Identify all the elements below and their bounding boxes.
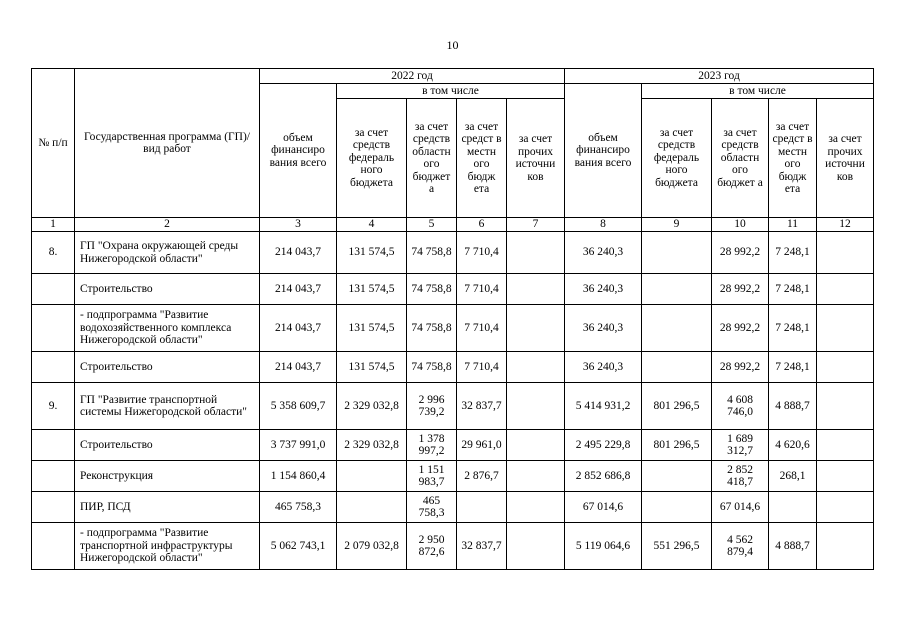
amount-c6: 32 837,7: [457, 383, 507, 430]
amount-c3: 5 358 609,7: [260, 383, 337, 430]
amount-c3: 214 043,7: [260, 232, 337, 274]
amount-c8: 2 852 686,8: [565, 461, 642, 492]
amount-c3: 5 062 743,1: [260, 523, 337, 570]
table-row: [32, 430, 874, 461]
amount-c7: [507, 492, 565, 523]
amount-c8: 36 240,3: [565, 232, 642, 274]
amount-c4: [337, 461, 407, 492]
amount-c6: 32 837,7: [457, 523, 507, 570]
column-number: 3: [260, 218, 337, 232]
header-local-2023: за счет средст в местн ого бюдж ета: [769, 99, 817, 218]
column-number: 10: [712, 218, 769, 232]
header-year-2023: 2023 год: [565, 69, 874, 84]
amount-c10: 67 014,6: [712, 492, 769, 523]
amount-c8: 36 240,3: [565, 305, 642, 352]
amount-c7: [507, 305, 565, 352]
row-number: [32, 352, 75, 383]
column-number: 7: [507, 218, 565, 232]
header-federal-2023: за счет средств федераль ного бюджета: [642, 99, 712, 218]
header-federal-2022: за счет средств федераль ного бюджета: [337, 99, 407, 218]
program-name: ГП "Охрана окружающей среды Нижегородской области": [75, 232, 260, 274]
table-row: [32, 352, 874, 383]
amount-c7: [507, 352, 565, 383]
amount-c7: [507, 523, 565, 570]
header-total-2023: объем финансиро вания всего: [565, 84, 642, 218]
amount-c4: 131 574,5: [337, 274, 407, 305]
row-number: [32, 305, 75, 352]
amount-c5: 2 950 872,6: [407, 523, 457, 570]
program-name: - подпрограмма "Развитие транспортной инфраструктуры Нижегородской области": [75, 523, 260, 570]
amount-c8: 5 414 931,2: [565, 383, 642, 430]
amount-c6: 7 710,4: [457, 352, 507, 383]
row-number: 8.: [32, 232, 75, 274]
amount-c11: 4 888,7: [769, 383, 817, 430]
header-year-2022: 2022 год: [260, 69, 565, 84]
program-name: ПИР, ПСД: [75, 492, 260, 523]
amount-c12: [817, 232, 874, 274]
financing-table: [31, 68, 874, 570]
amount-c3: 1 154 860,4: [260, 461, 337, 492]
amount-c6: 29 961,0: [457, 430, 507, 461]
column-numbers-row: [32, 218, 874, 232]
amount-c9: [642, 232, 712, 274]
header-other-2022: за счет прочих источни ков: [507, 99, 565, 218]
amount-c10: 28 992,2: [712, 232, 769, 274]
amount-c4: 2 329 032,8: [337, 383, 407, 430]
amount-c12: [817, 305, 874, 352]
amount-c5: 74 758,8: [407, 232, 457, 274]
amount-c10: 28 992,2: [712, 305, 769, 352]
amount-c3: 214 043,7: [260, 274, 337, 305]
amount-c6: [457, 492, 507, 523]
program-name: Строительство: [75, 430, 260, 461]
amount-c12: [817, 430, 874, 461]
amount-c5: 74 758,8: [407, 352, 457, 383]
amount-c5: 74 758,8: [407, 274, 457, 305]
column-number: 12: [817, 218, 874, 232]
amount-c4: 2 329 032,8: [337, 430, 407, 461]
header-including-2022: в том числе: [337, 84, 565, 99]
header-local-2022: за счет средст в местн ого бюдж ета: [457, 99, 507, 218]
amount-c3: 214 043,7: [260, 352, 337, 383]
column-number: 5: [407, 218, 457, 232]
header-program: Государственная программа (ГП)/ вид работ: [75, 69, 260, 218]
amount-c12: [817, 352, 874, 383]
amount-c12: [817, 383, 874, 430]
amount-c8: 36 240,3: [565, 352, 642, 383]
amount-c8: 36 240,3: [565, 274, 642, 305]
table-row: [32, 383, 874, 430]
header-other-2023: за счет прочих источни ков: [817, 99, 874, 218]
program-name: Строительство: [75, 352, 260, 383]
amount-c10: 4 562 879,4: [712, 523, 769, 570]
table-row: [32, 274, 874, 305]
header-regional-2022: за счет средств областн ого бюджет а: [407, 99, 457, 218]
amount-c11: 7 248,1: [769, 305, 817, 352]
amount-c10: 1 689 312,7: [712, 430, 769, 461]
amount-c9: [642, 461, 712, 492]
amount-c11: 7 248,1: [769, 352, 817, 383]
amount-c11: 4 888,7: [769, 523, 817, 570]
amount-c7: [507, 274, 565, 305]
amount-c9: 801 296,5: [642, 430, 712, 461]
amount-c11: 7 248,1: [769, 232, 817, 274]
program-name: ГП "Развитие транспортной системы Нижегородской области": [75, 383, 260, 430]
amount-c3: 3 737 991,0: [260, 430, 337, 461]
row-number: [32, 461, 75, 492]
amount-c9: [642, 274, 712, 305]
amount-c8: 67 014,6: [565, 492, 642, 523]
amount-c6: 7 710,4: [457, 232, 507, 274]
amount-c4: [337, 492, 407, 523]
amount-c3: 465 758,3: [260, 492, 337, 523]
amount-c8: 2 495 229,8: [565, 430, 642, 461]
header-number: № п/п: [32, 69, 75, 218]
program-name: Реконструкция: [75, 461, 260, 492]
row-number: 9.: [32, 383, 75, 430]
amount-c10: 28 992,2: [712, 352, 769, 383]
amount-c9: [642, 305, 712, 352]
amount-c6: 7 710,4: [457, 305, 507, 352]
page-number: 10: [446, 38, 459, 52]
amount-c4: 2 079 032,8: [337, 523, 407, 570]
amount-c5: 74 758,8: [407, 305, 457, 352]
amount-c9: 801 296,5: [642, 383, 712, 430]
amount-c10: 2 852 418,7: [712, 461, 769, 492]
amount-c6: 7 710,4: [457, 274, 507, 305]
amount-c7: [507, 430, 565, 461]
row-number: [32, 523, 75, 570]
table-row: [32, 523, 874, 570]
amount-c12: [817, 461, 874, 492]
column-number: 8: [565, 218, 642, 232]
amount-c9: 551 296,5: [642, 523, 712, 570]
amount-c4: 131 574,5: [337, 305, 407, 352]
amount-c10: 28 992,2: [712, 274, 769, 305]
amount-c12: [817, 492, 874, 523]
amount-c9: [642, 492, 712, 523]
amount-c9: [642, 352, 712, 383]
amount-c11: 7 248,1: [769, 274, 817, 305]
amount-c11: 268,1: [769, 461, 817, 492]
amount-c12: [817, 523, 874, 570]
amount-c5: 1 378 997,2: [407, 430, 457, 461]
program-name: - подпрограмма "Развитие водохозяйственного комплекса Нижегородской области": [75, 305, 260, 352]
amount-c11: 4 620,6: [769, 430, 817, 461]
column-number: 11: [769, 218, 817, 232]
amount-c5: 1 151 983,7: [407, 461, 457, 492]
amount-c7: [507, 461, 565, 492]
amount-c6: 2 876,7: [457, 461, 507, 492]
row-number: [32, 274, 75, 305]
header-including-2023: в том числе: [642, 84, 874, 99]
amount-c7: [507, 383, 565, 430]
column-number: 9: [642, 218, 712, 232]
column-number: 2: [75, 218, 260, 232]
row-number: [32, 430, 75, 461]
program-name: Строительство: [75, 274, 260, 305]
amount-c4: 131 574,5: [337, 232, 407, 274]
table-row: [32, 232, 874, 274]
amount-c8: 5 119 064,6: [565, 523, 642, 570]
header-regional-2023: за счет средств областн ого бюджет а: [712, 99, 769, 218]
column-number: 4: [337, 218, 407, 232]
table-row: [32, 305, 874, 352]
amount-c3: 214 043,7: [260, 305, 337, 352]
column-number: 1: [32, 218, 75, 232]
amount-c5: 2 996 739,2: [407, 383, 457, 430]
row-number: [32, 492, 75, 523]
amount-c4: 131 574,5: [337, 352, 407, 383]
table-row: [32, 461, 874, 492]
amount-c5: 465 758,3: [407, 492, 457, 523]
column-number: 6: [457, 218, 507, 232]
amount-c12: [817, 274, 874, 305]
header-total-2022: объем финансиро вания всего: [260, 84, 337, 218]
table-row: [32, 492, 874, 523]
amount-c10: 4 608 746,0: [712, 383, 769, 430]
amount-c7: [507, 232, 565, 274]
amount-c11: [769, 492, 817, 523]
